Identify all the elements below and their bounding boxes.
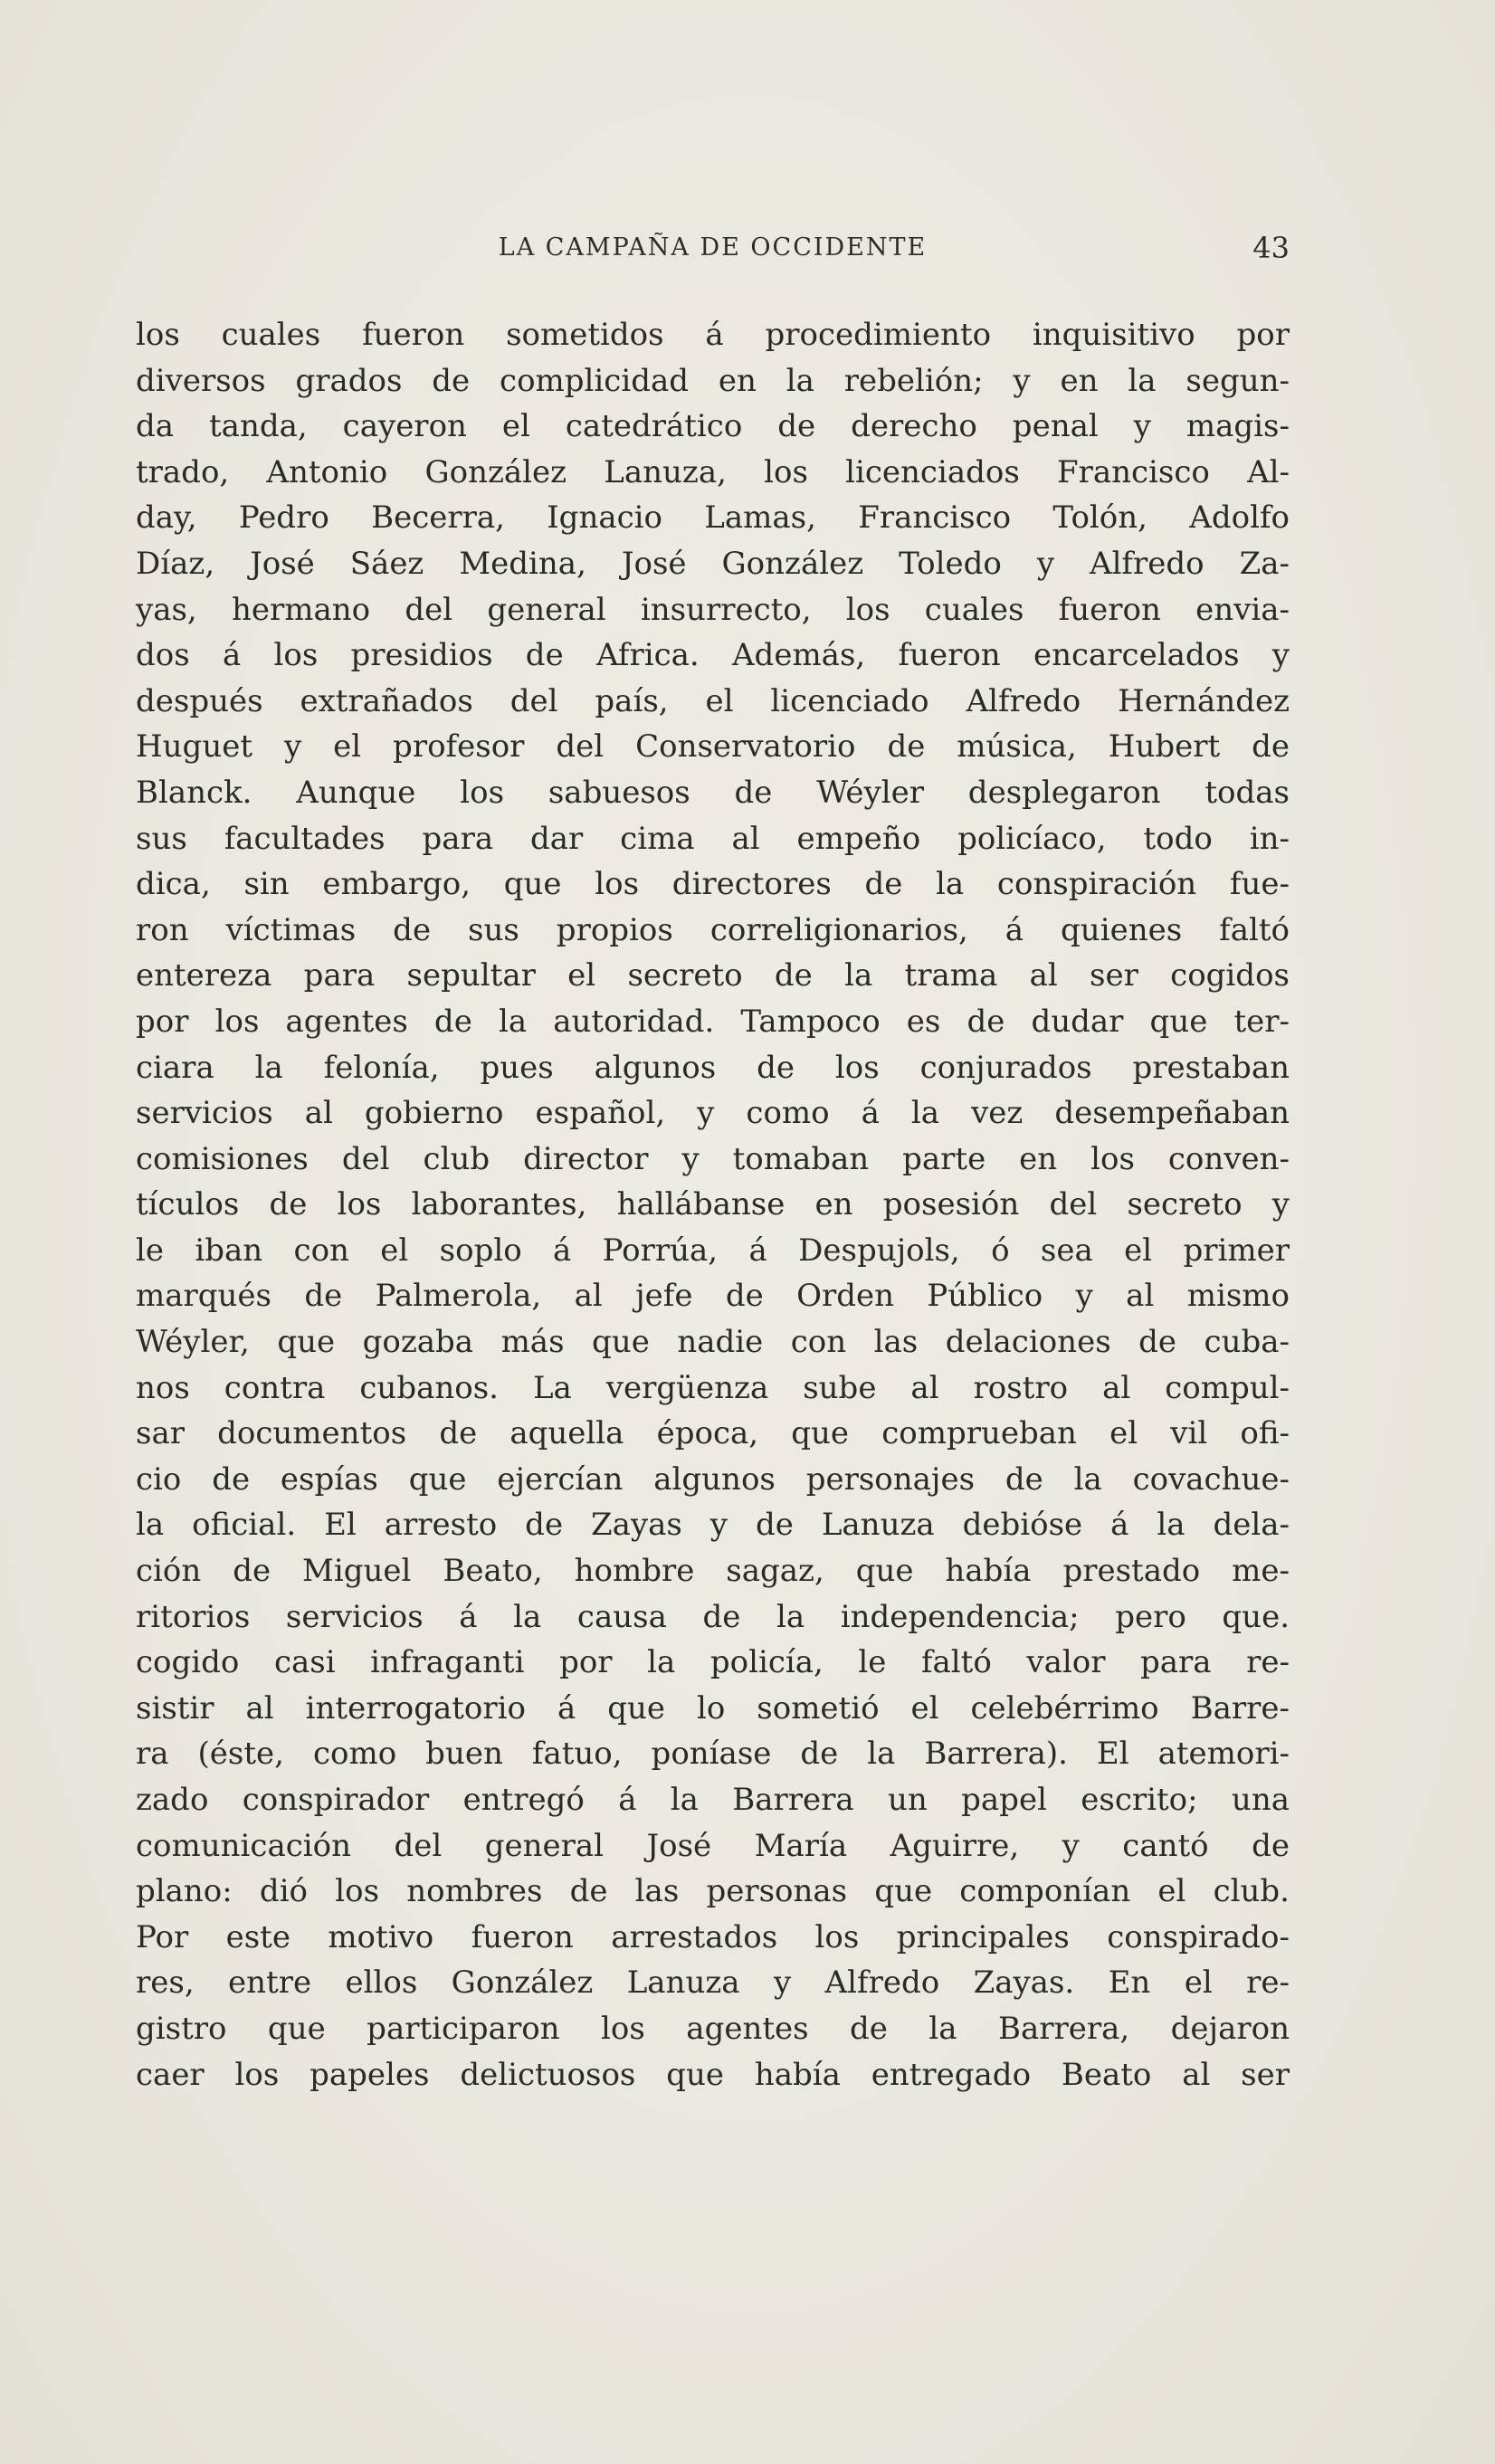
text-line: zado conspirador entregó á la Barrera un papel escrito; una [136, 1782, 1290, 1818]
text-line: Por este motivo fueron arrestados los principales conspirado- [136, 1918, 1290, 1955]
text-line: Wéyler, que gozaba más que nadie con las delaciones de cuba- [136, 1324, 1290, 1361]
text-line: res, entre ellos González Lanuza y Alfredo Zayas. En el re- [136, 1965, 1290, 2002]
text-line: Huguet y el profesor del Conservatorio de música, Hubert de [136, 728, 1290, 766]
text-line: marqués de Palmerola, al jefe de Orden Público y al mismo [136, 1278, 1290, 1315]
text-line: servicios al gobierno español, y como á la vez desempeñaban [136, 1095, 1290, 1132]
text-line: sus facultades para dar cima al empeño policíaco, todo in- [136, 820, 1290, 857]
text-line: los cuales fueron sometidos á procedimiento inquisitivo por [136, 317, 1290, 353]
text-line: ra (éste, como buen fatuo, poníase de la Barrera). El atemori- [136, 1736, 1290, 1773]
text-line: sistir al interrogatorio á que lo sometió el celebérrimo Barre- [136, 1689, 1290, 1727]
text-line: plano: dió los nombres de las personas que componían el club. [136, 1873, 1290, 1910]
text-line: por los agentes de la autoridad. Tampoco es de dudar que ter- [136, 1003, 1290, 1040]
text-line: comunicación del general José María Aguirre, y cantó de [136, 1827, 1290, 1864]
text-line: day, Pedro Becerra, Ignacio Lamas, Francisco Tolón, Adolfo [136, 499, 1290, 537]
text-line: trado, Antonio González Lanuza, los licenciados Francisco Al- [136, 453, 1290, 490]
running-header [136, 233, 1290, 270]
text-line: ron víctimas de sus propios correligionarios, á quienes faltó [136, 911, 1290, 948]
text-line: ritorios servicios á la causa de la independencia; pero que. [136, 1598, 1290, 1635]
text-line: ción de Miguel Beato, hombre sagaz, que había prestado me- [136, 1553, 1290, 1590]
text-line: después extrañados del país, el licenciado Alfredo Hernández [136, 682, 1290, 719]
text-line: le iban con el soplo á Porrúa, á Despujols, ó sea el primer [136, 1232, 1290, 1269]
text-line: cogido casi infraganti por la policía, le faltó valor para re- [136, 1644, 1290, 1681]
text-line: la oficial. El arresto de Zayas y de Lanuza debióse á la dela- [136, 1507, 1290, 1544]
text-line: dos á los presidios de Africa. Además, fueron encarcelados y [136, 637, 1290, 674]
text-line: gistro que participaron los agentes de la Barrera, dejaron [136, 2010, 1290, 2047]
text-line: ciara la felonía, pues algunos de los conjurados prestaban [136, 1049, 1290, 1086]
text-line: cio de espías que ejercían algunos personajes de la covachue- [136, 1460, 1290, 1498]
text-line: Díaz, José Sáez Medina, José González Toledo y Alfredo Za- [136, 545, 1290, 582]
text-line: entereza para sepultar el secreto de la trama al ser cogidos [136, 957, 1290, 994]
text-line: sar documentos de aquella época, que comprueban el vil ofi- [136, 1415, 1290, 1452]
text-line: Blanck. Aunque los sabuesos de Wéyler desplegaron todas [136, 774, 1290, 811]
text-line: dica, sin embargo, que los directores de la conspiración fue- [136, 866, 1290, 903]
text-line: comisiones del club director y tomaban parte en los conven- [136, 1140, 1290, 1177]
text-line: diversos grados de complicidad en la rebelión; y en la segun- [136, 362, 1290, 399]
text-line: caer los papeles delictuosos que había entregado Beato al ser [136, 2056, 1290, 2093]
text-line: da tanda, cayeron el catedrático de derecho penal y magis- [136, 408, 1290, 445]
running-title: LA CAMPAÑA DE OCCIDENTE [498, 233, 928, 262]
text-line: tículos de los laborantes, hallábanse en posesión del secreto y [136, 1186, 1290, 1223]
text-line: yas, hermano del general insurrecto, los cuales fueron envia- [136, 591, 1290, 628]
page-number: 43 [1252, 231, 1290, 265]
body-text [136, 312, 1290, 2098]
text-line: nos contra cubanos. La vergüenza sube al rostro al compul- [136, 1369, 1290, 1406]
